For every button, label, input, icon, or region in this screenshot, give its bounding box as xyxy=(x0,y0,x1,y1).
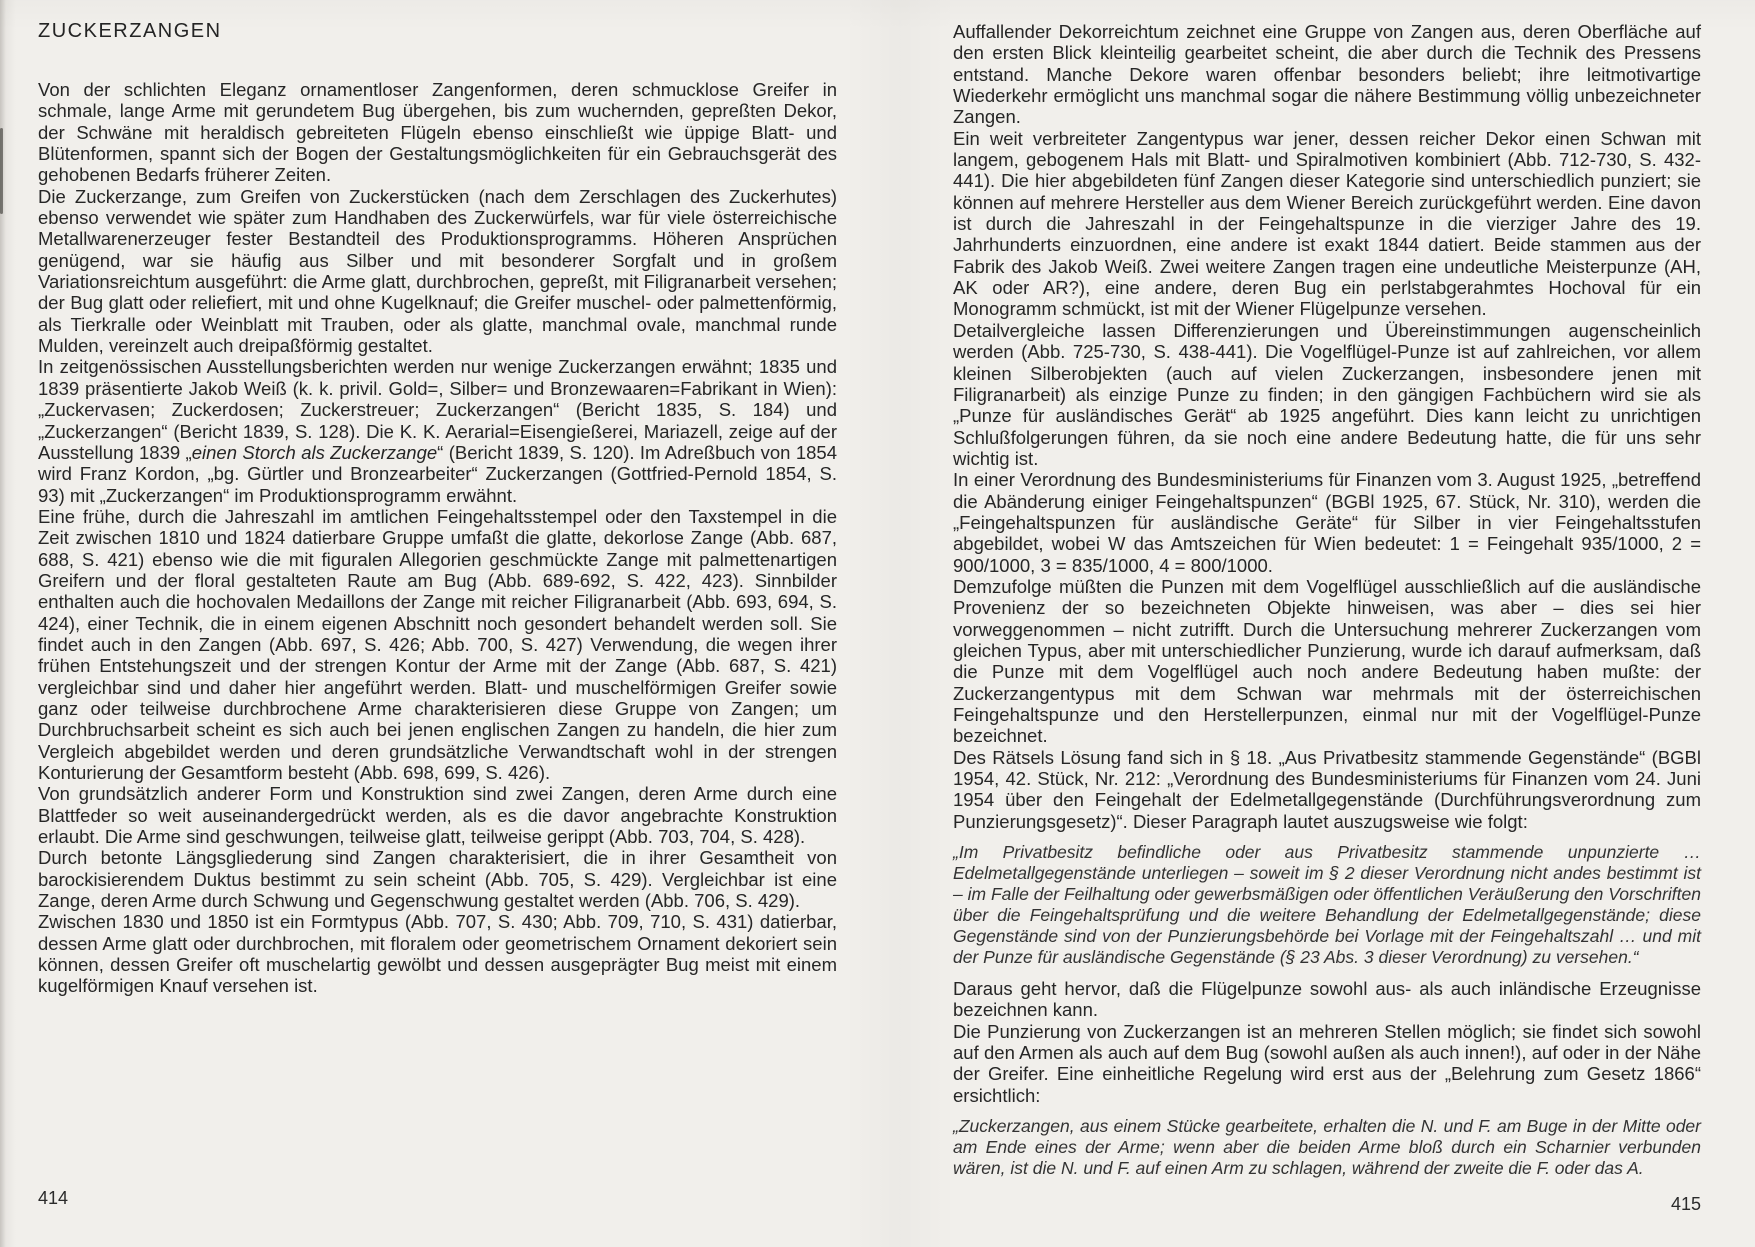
text-run: Von der schlichten Eleganz ornamentloser Zangenformen, deren schmucklose Greifer in schmale, lange Arme mit gerundetem Bug übergehen, bis zum wuchernden, gepreßten Dekor, der Schwäne mit heraldisch gebreiteten Flügeln ebenso einschließt wie üppige Blatt- und Blütenformen, spannt sich der Bogen der Gestaltungsmöglichkeiten für ein Gebrauchsgerät des gehobenen Bedarfs früherer Zeiten. xyxy=(38,79,837,186)
page-title: ZUCKERZANGEN xyxy=(38,20,222,42)
text-run: Auffallender Dekorreichtum zeichnet eine Gruppe von Zangen aus, deren Oberfläche auf den ersten Blick kleinteilig gearbeitet scheint, die aber durch die Technik des Pressens entstand. Manche Dekore waren offenbar besonders beliebt; ihre leitmotivartige Wiederkehr ermöglicht uns manchmal sogar die nähere Bestimmung völlig unbezeichneter Zangen. xyxy=(953,21,1701,128)
paragraph xyxy=(38,911,837,996)
block-quote xyxy=(953,1116,1701,1179)
text-run: Zwischen 1830 und 1850 ist ein Formtypus (Abb. 707, S. 430; Abb. 709, 710, S. 431) datierbar, dessen Arme glatt oder durchbrochen, mit floralem oder geometrischem Ornament dekoriert sein können, dessen Greifer oft muschelartig gewölbt und dessen ausgeprägter Bug meist mit einem kugelförmigen Knauf versehen ist. xyxy=(38,911,837,997)
paragraph xyxy=(38,506,837,783)
paragraph xyxy=(953,576,1701,747)
paragraph xyxy=(953,978,1701,1021)
text-run: Daraus geht hervor, daß die Flügelpunze sowohl aus- als auch inländische Erzeugnisse bezeichnen kann. xyxy=(953,978,1701,1021)
italic-text-run: „Zuckerzangen, aus einem Stücke gearbeitete, erhalten die N. und F. am Buge in der Mitte oder am Ende eines der Arme; wenn aber die beiden Arme bloß durch ein Scharnier verbunden wären, ist die N. und F. auf einen Arm zu schlagen, während der zweite die F. oder das A. xyxy=(953,1116,1701,1179)
scan-edge-artifact xyxy=(0,128,3,214)
paragraph xyxy=(38,79,837,186)
paragraph xyxy=(953,1021,1701,1106)
paragraph xyxy=(953,469,1701,576)
paragraph xyxy=(38,783,837,847)
page-415 xyxy=(953,0,1701,1247)
text-run: Demzufolge müßten die Punzen mit dem Vogelflügel ausschließlich auf die ausländische Provenienz der so bezeichneten Objekte hinweisen, was aber – dies sei hier vorweggenommen – nicht zutrifft. Durch die Untersuchung mehrerer Zuckerzangen vom gleichen Typus, aber mit unterschiedlicher Punzierung, wurde ich darauf aufmerksam, daß die Punze mit dem Vogelflügel auch noch andere Bedeutung haben mußte: der Zuckerzangentypus mit dem Schwan war mehrmals mit der österreichischen Feingehaltspunze und den Herstellerpunzen, einmal nur mit der Vogelflügel-Punze bezeichnet. xyxy=(953,575,1701,747)
page-number-left: 414 xyxy=(38,1188,69,1208)
text-run: Die Punzierung von Zuckerzangen ist an mehreren Stellen möglich; sie findet sich sowohl auf den Armen als auch auf dem Bug (sowohl außen als auch innen!), auf oder in der Nähe der Greifer. Eine einheitliche Regelung wird erst aus der „Belehrung zum Gesetz 1866“ ersichtlich: xyxy=(953,1020,1701,1106)
right-page-text-column xyxy=(953,21,1701,1189)
text-run: Ein weit verbreiteter Zangentypus war jener, dessen reicher Dekor einen Schwan mit langem, gebogenem Hals mit Blatt- und Spiralmotiven kombiniert (Abb. 712-730, S. 432-441). Die hier abgebildeten fünf Zangen dieser Kategorie sind unterschiedlich punziert; sie können auf mehrere Hersteller aus dem Wiener Bereich zurückgeführt werden. Eine davon ist durch die Jahreszahl in der Feingehaltspunze in die vierziger Jahre des 19. Jahrhunderts einzuordnen, eine andere ist exakt 1844 datiert. Beide stammen aus der Fabrik des Jakob Weiß. Zwei weitere Zangen tragen eine undeutliche Meisterpunze (AH, AK oder AR?), eine andere, deren Bug ein perlstabgerahmtes Hochoval für ein Monogramm schmückt, ist mit der Wiener Flügelpunze versehen. xyxy=(953,127,1701,320)
italic-text-run: einen Storch als Zuckerzange xyxy=(191,441,438,463)
text-run: Des Rätsels Lösung fand sich in § 18. „Aus Privatbesitz stammende Gegenstände“ (BGBl 1954, 42. Stück, Nr. 212: „Verordnung des Bundesministeriums für Finanzen vom 24. Juni 1954 über den Feingehalt der Edelmetallgegenstände (Durchführungsverordnung zum Punzierungsgesetz)“. Dieser Paragraph lautet auszugsweise wie folgt: xyxy=(953,746,1701,832)
text-run: In zeitgenössischen Ausstellungsberichten werden nur wenige Zuckerzangen erwähnt; 1835 und 1839 präsentierte Jakob Weiß (k. k. privil. Gold=, Silber= und Bronzewaaren=Fabrikant in Wien): „Zuckervasen; Zuckerdosen; Zuckerstreuer; Zuckerzangen“ (Bericht 1835, S. 184) und „Zuckerzangen“ (Bericht 1839, S. 128). Die K. K. Aerarial=Eisengießerei, Mariazell, zeige auf der Ausstellung 1839 „ xyxy=(38,356,837,463)
text-run: Die Zuckerzange, zum Greifen von Zuckerstücken (nach dem Zerschlagen des Zuckerhutes) ebenso verwendet wie später zum Handhaben des Zuckerwürfels, war für viele österreichische Metallwarenerzeuger fester Bestandteil des Produktionsprogramms. Höheren Ansprüchen genügend, war sie häufig aus Silber und mit besonderer Sorgfalt und in großem Variationsreichtum ausgeführt: die Arme glatt, durchbrochen, gepreßt, mit Filigranarbeit versehen; der Bug glatt oder reliefiert, mit und ohne Kugelknauf; die Greifer muschel- oder palmettenförmig, als Tierkralle oder Weinblatt mit Trauben, oder als glatte, manchmal ovale, manchmal runde Mulden, vereinzelt auch dreipaßförmig gestaltet. xyxy=(38,185,837,357)
paragraph xyxy=(953,320,1701,469)
italic-text-run: „Im Privatbesitz befindliche oder aus Privatbesitz stammende unpunzierte … Edelmetallgegenstände unterliegen – soweit im § 2 dieser Verordnung nicht andes bestimmt ist – im Falle der Feilhaltung oder gewerbsmäßigen oder öffentlichen Veräußerung den Vorschriften über die Feingehaltsprüfung und die weitere Behandlung der Edelmetallgegenstände; diese Gegenstände sind von der Punzierungsbehörde bei Vorlage mit der Feingehaltszahl … und mit der Punze für ausländische Gegenstände (§ 23 Abs. 3 dieser Verordnung) zu versehen.“ xyxy=(953,842,1701,968)
left-page-text-column xyxy=(38,79,837,997)
paragraph xyxy=(953,747,1701,832)
paragraph xyxy=(953,128,1701,320)
paragraph xyxy=(38,356,837,505)
paragraph xyxy=(38,186,837,357)
text-run: Durch betonte Längsgliederung sind Zangen charakterisiert, die in ihrer Gesamtheit von barockisierendem Duktus bestimmt zu sein scheint (Abb. 705, S. 429). Vergleichbar ist eine Zange, deren Arme durch Schwung und Gegenschwung gestaltet werden (Abb. 706, S. 429). xyxy=(38,847,837,912)
paragraph xyxy=(38,847,837,911)
page-414 xyxy=(38,0,837,1247)
page-number-right: 415 xyxy=(1670,1194,1701,1214)
text-run: In einer Verordnung des Bundesministeriums für Finanzen vom 3. August 1925, „betreffend die Abänderung einiger Feingehaltspunzen“ (BGBl 1925, 67. Stück, Nr. 310), werden die „Feingehaltspunzen für ausländische Geräte“ für Silber in vier Feingehaltsstufen abgebildet, wobei W das Amtszeichen für Wien bedeutet: 1 = Feingehalt 935/1000, 2 = 900/1000, 3 = 835/1000, 4 = 800/1000. xyxy=(953,469,1701,576)
paragraph xyxy=(953,21,1701,128)
text-run: Von grundsätzlich anderer Form und Konstruktion sind zwei Zangen, deren Arme durch eine Blattfeder so weit auseinandergedrückt werden, als es die davor angebrachte Konstruktion erlaubt. Die Arme sind geschwungen, teilweise glatt, teilweise gerippt (Abb. 703, 704, S. 428). xyxy=(38,783,837,848)
block-quote xyxy=(953,842,1701,968)
text-run: Detailvergleiche lassen Differenzierungen und Übereinstimmungen augenscheinlich werden (Abb. 725-730, S. 438-441). Die Vogelflügel-Punze ist auf zahlreichen, vor allem kleinen Silberobjekten (auch auf vielen Zuckerzangen, insbesondere jenen mit Filigranarbeit) als einzige Punze zu finden; in den gängigen Fachbüchern wird sie als „Punze für ausländisches Gerät“ ab 1925 angeführt. Dies kann leicht zu unrichtigen Schlußfolgerungen führen, da sie noch eine andere Bedeutung hatte, die für uns sehr wichtig ist. xyxy=(953,319,1701,469)
text-run: “ (Bericht 1839, S. 120). Im Adreßbuch von 1854 wird Franz Kordon, „bg. Gürtler und Bronzearbeiter“ Zuckerzangen (Gottfried-Pernold 1854, S. 93) mit „Zuckerzangen“ im Produktionsprogramm erwähnt. xyxy=(38,441,838,506)
text-run: Eine frühe, durch die Jahreszahl im amtlichen Feingehaltsstempel oder den Taxstempel in die Zeit zwischen 1810 und 1824 datierbare Gruppe umfaßt die glatte, dekorlose Zange (Abb. 687, 688, S. 421) ebenso wie die mit figuralen Allegorien geschmückte Zange mit palmettenartigen Greifern und der floral gestalteten Raute am Bug (Abb. 689-692, S. 422, 423). Sinnbilder enthalten auch die hochovalen Medaillons der Zange mit reicher Filigranarbeit (Abb. 693, 694, S. 424), einer Technik, die in einem eigenen Abschnitt noch gesondert behandelt werden soll. Sie findet auch in den Zangen (Abb. 697, S. 426; Abb. 700, S. 427) Verwendung, die wegen ihrer frühen Entstehungszeit und der strengen Kontur der Arme mit der Zange (Abb. 687, S. 421) vergleichbar sind und daher hier angeführt werden. Blatt- und muschelförmigen Greifer sowie ganz oder teilweise durchbrochene Arme charakterisieren diese Gruppe von Zangen; um Durchbruchsarbeit scheint es sich auch bei jenen englischen Zangen zu handeln, die hier zum Vergleich abgebildet werden und deren grundsätzliche Verwandtschaft wohl in der strengen Konturierung der Gesamtform besteht (Abb. 698, 699, S. 426). xyxy=(38,505,837,783)
